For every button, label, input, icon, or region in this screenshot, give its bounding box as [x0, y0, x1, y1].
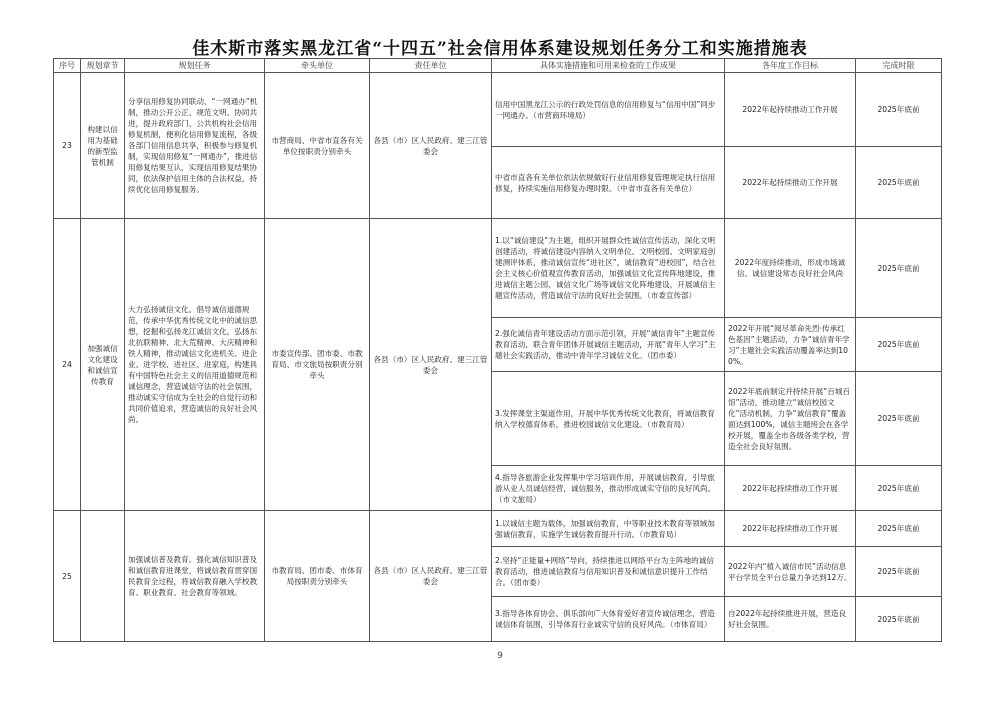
task-cell: 加强诚信普及教育。强化诚信知识普及和诚信教育进课堂，将诚信教育贯穿国民教育全过程，将诚信教育融入学校教育、职业教育、社会教育等领域。	[125, 511, 265, 642]
measure-cell: 2.坚持“正能量+网络”导向，持续推进以网络平台为主阵地的诚信教育活动，推进诚信教育与信用知识普及和诚信意识提升工作结合。（团市委）	[492, 547, 725, 597]
measure-cell: 1.以“诚信建设”为主题，组织开展群众性诚信宣传活动，深化文明创建活动，将诚信建设内容纳入文明单位、文明校园、文明家庭创建测评体系，推动诚信宣传“进社区”，诚信教育“进校园”，结合社会主义核心价值观宣传教育活动，加强诚信文化宣传阵地建设，推进诚信主题公园、诚信文化广场等诚信文化阵地建设，开展诚信主题宣传活动，营造诚信守法的良好社会氛围。（市委宣传部）	[492, 219, 725, 318]
table-header-row	[54, 59, 942, 73]
header-cell: 具体实施措施和可用来检查的工作成果	[492, 59, 725, 73]
header-cell: 完成时限	[856, 59, 942, 73]
header-cell: 序号	[54, 59, 81, 73]
task-cell: 分享信用修复协同联动、“一网通办”机制，推动公开公正、规范文明、协同共进，提升政府部门、公共机构社会信用修复机制，便利化信用修复流程，各级各部门信用信息共享，积极参与修复机制，实现信用修复“一网通办”，推进信用修复结果互认，实现信用修复结果协同，依法保护信用主体的合法权益，持续优化信用修复服务。	[125, 73, 265, 219]
header-cell: 各年度工作目标	[725, 59, 856, 73]
measure-cell: 3.发挥课堂主渠道作用，开展中华优秀传统文化教育，将诚信教育纳入学校德育体系，推进校园诚信文化建设。（市教育局）	[492, 372, 725, 466]
deadline-cell: 2025年底前	[856, 511, 942, 547]
deadline-cell: 2025年底前	[856, 147, 942, 219]
row-number: 23	[54, 73, 81, 219]
goal-cell: 2022年起持续推动工作开展	[725, 466, 856, 511]
table-row	[54, 73, 942, 147]
measure-cell: 信用中国黑龙江公示的行政处罚信息的信用修复与“信用中国”同步一网通办。（市营商环境局）	[492, 73, 725, 147]
deadline-cell: 2025年底前	[856, 597, 942, 642]
header-cell: 牵头单位	[265, 59, 370, 73]
document-title: 佳木斯市落实黑龙江省“十四五”社会信用体系建设规划任务分工和实施措施表	[192, 39, 808, 59]
responsible-unit-cell: 各县（市）区人民政府、建三江管委会	[370, 219, 492, 511]
measure-cell: 3.指导各体育协会、俱乐部向广大体育爱好者宣传诚信理念，营造诚信体育氛围，引导体育行业诚实守信的良好风尚。（市体育局）	[492, 597, 725, 642]
goal-cell: 2022年起持续推动工作开展	[725, 511, 856, 547]
header-cell: 规划任务	[125, 59, 265, 73]
responsible-unit-cell: 各县（市）区人民政府、建三江管委会	[370, 511, 492, 642]
task-table	[53, 58, 942, 642]
row-number: 24	[54, 219, 81, 511]
goal-cell: 自2022年起持续推进开展，营造良好社会氛围。	[725, 597, 856, 642]
measure-cell: 4.指导各旅游企业发挥集中学习培训作用，开展诚信教育，引导旅游从业人员诚信经营，诚信服务，推动形成诚实守信的良好风尚。（市文旅局）	[492, 466, 725, 511]
task-cell: 大力弘扬诚信文化。倡导诚信道德规范，传承中华优秀传统文化中的诚信思想，挖掘和弘扬龙江诚信文化，弘扬东北抗联精神、北大荒精神、大庆精神和铁人精神，推动诚信文化进机关、进企业、进学校、进社区、进家庭，构建具有中国特色社会主义的信用道德规范和诚信理念，营造诚信守法的社会氛围，推动诚实守信成为全社会的自觉行动和共同价值追求，营造诚信的良好社会风尚。	[125, 219, 265, 511]
deadline-cell: 2025年底前	[856, 372, 942, 466]
lead-unit-cell: 市委宣传部、团市委、市教育局、市文旅局按职责分别牵头	[265, 219, 370, 511]
measure-cell: 中省市直各有关单位依法依规做好行业信用修复管理规定执行信用修复，持续实施信用修复办理时限。（中省市直各有关单位）	[492, 147, 725, 219]
lead-unit-cell: 市教育局、团市委、市体育局按职责分别牵头	[265, 511, 370, 642]
lead-unit-cell: 市营商局、中省市直各有关单位按职责分别牵头	[265, 73, 370, 219]
measure-cell: 2.强化诚信青年建设活动方面示范引领，开展“诚信青年”主题宣传教育活动，联合青年团体开展诚信主题活动，开展“青年人学习”主题社会实践活动，推动中青年学习诚信文化。（团市委）	[492, 318, 725, 372]
chapter-cell: 加强诚信文化建设和诚信宣传教育	[81, 219, 125, 511]
goal-cell: 2022年开展“阅尽革命先烈·传承红色基因”主题活动，力争“诚信青年学习”主题社会实践活动覆盖率达到100%。	[725, 318, 856, 372]
goal-cell: 2022年底前制定并持续开展“百城百馆”活动，推动建立“诚信校园文化”活动机制，力争“诚信教育”覆盖面达到100%，诚信主题班会在各学校开展，覆盖全市各级各类学校，营造全社会良好氛围。	[725, 372, 856, 466]
header-cell: 规划章节	[81, 59, 125, 73]
header-cell: 责任单位	[370, 59, 492, 73]
deadline-cell: 2025年底前	[856, 547, 942, 597]
deadline-cell: 2025年底前	[856, 466, 942, 511]
responsible-unit-cell: 各县（市）区人民政府、建三江管委会	[370, 73, 492, 219]
chapter-cell	[81, 511, 125, 642]
deadline-cell: 2025年底前	[856, 318, 942, 372]
table-row	[54, 511, 942, 547]
deadline-cell: 2025年底前	[856, 73, 942, 147]
deadline-cell: 2025年底前	[856, 219, 942, 318]
goal-cell: 2022年起持续推动工作开展	[725, 73, 856, 147]
goal-cell: 2022年起持续推动工作开展	[725, 147, 856, 219]
measure-cell: 1.以诚信主题为载体，加强诚信教育，中等职业技术教育等领域加强诚信教育，实施学生诚信教育提升行动。（市教育局）	[492, 511, 725, 547]
chapter-cell: 构建以信用为基础的新型监管机制	[81, 73, 125, 219]
table-row	[54, 219, 942, 318]
page-number: 9	[497, 651, 503, 661]
row-number: 25	[54, 511, 81, 642]
goal-cell: 2022年度持续推动，形成市场诚信、诚信建设常态良好社会风尚	[725, 219, 856, 318]
goal-cell: 2022年内“植入诚信市民”活动信息平台学员全平台总量力争达到12万。	[725, 547, 856, 597]
